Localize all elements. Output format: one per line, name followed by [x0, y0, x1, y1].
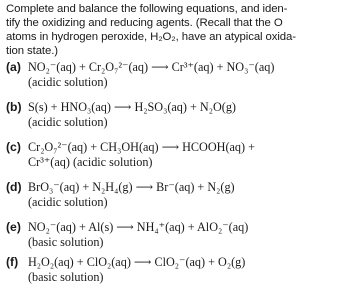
equation-continuation: Cr³⁺(aq) (acidic solution) — [28, 154, 153, 169]
problem-b — [6, 100, 236, 129]
intro-line: tion state.) — [6, 45, 58, 57]
problem-c — [6, 140, 255, 169]
problem-label: (c) — [6, 140, 21, 154]
problem-label: (e) — [6, 220, 21, 234]
equation: Cr₂O₇²⁻(aq) + CH₃OH(aq) ⟶ HCOOH(aq) + — [28, 140, 256, 154]
problem-label: (a) — [6, 60, 21, 74]
intro-line: atoms in hydrogen peroxide, H₂O₂, have an atypical oxida- — [6, 31, 296, 43]
intro-line: tify the oxidizing and reducing agents. (Recall that the O — [6, 17, 283, 29]
equation: NO₂⁻(aq) + Cr₂O₇²⁻(aq) ⟶ Cr³⁺(aq) + NO₃⁻(aq) — [28, 60, 275, 74]
solution-condition: (acidic solution) — [28, 194, 108, 209]
problem-label: (d) — [6, 180, 22, 194]
problem-label: (b) — [6, 100, 22, 114]
intro-line: Complete and balance the following equations, and iden- — [6, 3, 288, 15]
equation: NO₂⁻(aq) + Al(s) ⟶ NH₄⁺(aq) + AlO₂⁻(aq) — [28, 220, 249, 234]
problem-intro — [6, 2, 346, 58]
equation: BrO₃⁻(aq) + N₂H₄(g) ⟶ Br⁻(aq) + N₂(g) — [28, 180, 235, 194]
equation: H₂O₂(aq) + ClO₂(aq) ⟶ ClO₂⁻(aq) + O₂(g) — [28, 255, 246, 269]
problem-a — [6, 60, 274, 89]
problem-label: (f) — [6, 255, 19, 269]
problem-d — [6, 180, 235, 209]
solution-condition: (basic solution) — [28, 234, 104, 249]
problem-f — [6, 255, 245, 284]
solution-condition: (acidic solution) — [28, 114, 108, 129]
equation: S(s) + HNO₃(aq) ⟶ H₂SO₃(aq) + N₂O(g) — [28, 100, 236, 114]
problem-e — [6, 220, 248, 249]
solution-condition: (acidic solution) — [28, 74, 108, 89]
solution-condition: (basic solution) — [28, 269, 104, 284]
